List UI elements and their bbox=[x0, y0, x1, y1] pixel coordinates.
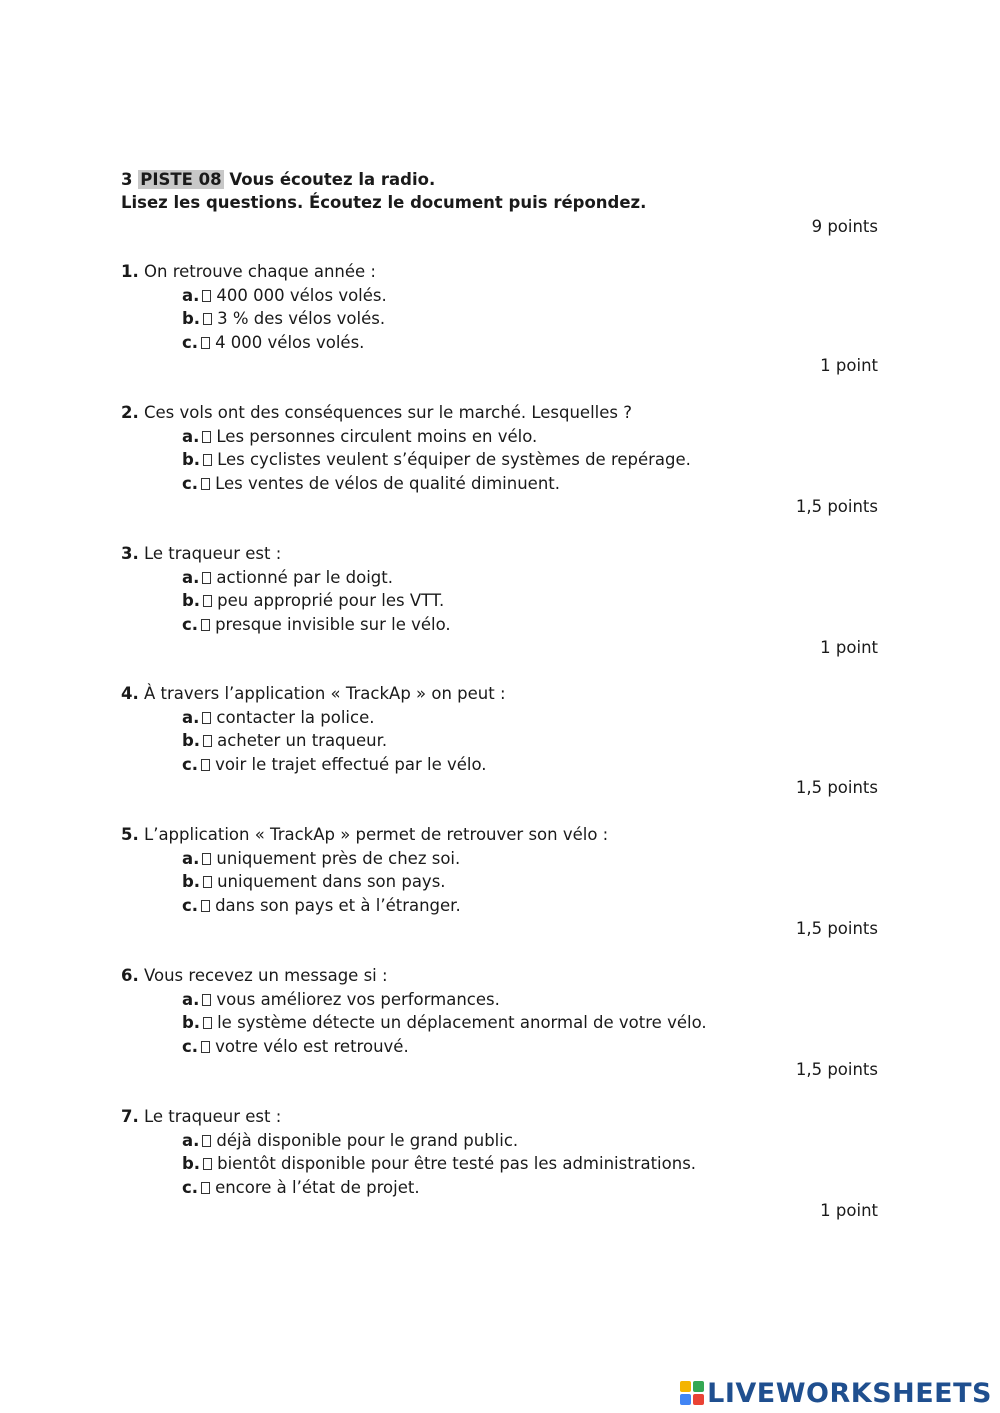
option-c[interactable]: c. dans son pays et à l’étranger. bbox=[182, 895, 461, 915]
option-a[interactable]: a. vous améliorez vos performances. bbox=[182, 989, 500, 1009]
question-stem: Vous recevez un message si : bbox=[144, 966, 388, 985]
checkbox-icon[interactable] bbox=[201, 1041, 210, 1053]
option-b[interactable]: b. peu approprié pour les VTT. bbox=[182, 591, 445, 610]
option-b[interactable]: b. uniquement dans son pays. bbox=[182, 872, 446, 891]
checkbox-icon[interactable] bbox=[201, 478, 210, 490]
option-a[interactable]: a. uniquement près de chez soi. bbox=[182, 848, 461, 868]
checkbox-icon[interactable] bbox=[203, 595, 212, 607]
logo-wordmark: LIVEWORKSHEETS bbox=[707, 1377, 992, 1409]
question-stem: L’application « TrackAp » permet de retrouver son vélo : bbox=[144, 825, 609, 844]
checkbox-icon[interactable] bbox=[203, 1158, 212, 1170]
logo-mark-icon bbox=[680, 1381, 704, 1405]
question-1 bbox=[121, 260, 878, 378]
header-instructions: Lisez les questions. Écoutez le document puis répondez. bbox=[121, 193, 647, 212]
question-7 bbox=[121, 1105, 878, 1223]
checkbox-icon[interactable] bbox=[201, 337, 210, 349]
option-a[interactable]: a. déjà disponible pour le grand public. bbox=[182, 1130, 519, 1150]
question-number: 4. bbox=[121, 684, 139, 703]
question-6 bbox=[121, 964, 878, 1082]
checkbox-icon[interactable] bbox=[203, 1017, 212, 1029]
checkbox-icon[interactable] bbox=[202, 994, 211, 1006]
question-points: 1 point bbox=[820, 356, 878, 375]
question-number: 3. bbox=[121, 544, 139, 563]
option-b[interactable]: b. 3 % des vélos volés. bbox=[182, 309, 386, 328]
checkbox-icon[interactable] bbox=[202, 712, 211, 724]
option-b[interactable]: b. Les cyclistes veulent s’équiper de systèmes de repérage. bbox=[182, 450, 691, 469]
checkbox-icon[interactable] bbox=[203, 313, 212, 325]
question-stem: Le traqueur est : bbox=[144, 544, 282, 563]
option-b[interactable]: b. acheter un traqueur. bbox=[182, 731, 388, 750]
checkbox-icon[interactable] bbox=[202, 290, 211, 302]
question-points: 1,5 points bbox=[795, 1060, 878, 1079]
question-points: 1,5 points bbox=[795, 778, 878, 797]
exercise-number: 3 bbox=[121, 170, 133, 189]
checkbox-icon[interactable] bbox=[201, 619, 210, 631]
question-5 bbox=[121, 823, 878, 941]
checkbox-icon[interactable] bbox=[203, 454, 212, 466]
checkbox-icon[interactable] bbox=[201, 900, 210, 912]
question-points: 1 point bbox=[820, 638, 878, 657]
option-c[interactable]: c. voir le trajet effectué par le vélo. bbox=[182, 754, 487, 774]
liveworksheets-logo bbox=[680, 1376, 992, 1410]
option-a[interactable]: a. actionné par le doigt. bbox=[182, 567, 393, 587]
checkbox-icon[interactable] bbox=[201, 759, 210, 771]
checkbox-icon[interactable] bbox=[202, 572, 211, 584]
option-a[interactable]: a. 400 000 vélos volés. bbox=[182, 285, 387, 305]
question-stem: On retrouve chaque année : bbox=[144, 262, 376, 281]
option-c[interactable]: c. presque invisible sur le vélo. bbox=[182, 614, 451, 634]
checkbox-icon[interactable] bbox=[201, 1182, 210, 1194]
question-number: 7. bbox=[121, 1107, 139, 1126]
question-number: 1. bbox=[121, 262, 139, 281]
total-points: 9 points bbox=[811, 217, 878, 236]
question-3 bbox=[121, 542, 878, 660]
option-b[interactable]: b. bientôt disponible pour être testé pas les administrations. bbox=[182, 1154, 697, 1173]
header-title: Vous écoutez la radio. bbox=[229, 170, 436, 189]
checkbox-icon[interactable] bbox=[203, 735, 212, 747]
question-points: 1,5 points bbox=[795, 497, 878, 516]
checkbox-icon[interactable] bbox=[202, 431, 211, 443]
option-c[interactable]: c. votre vélo est retrouvé. bbox=[182, 1036, 409, 1056]
question-number: 2. bbox=[121, 403, 139, 422]
question-number: 6. bbox=[121, 966, 139, 985]
option-a[interactable]: a. Les personnes circulent moins en vélo. bbox=[182, 426, 538, 446]
exercise-header bbox=[121, 168, 646, 214]
header-line-1 bbox=[121, 168, 646, 191]
question-points: 1 point bbox=[820, 1201, 878, 1220]
track-label: PISTE 08 bbox=[140, 170, 222, 189]
option-c[interactable]: c. encore à l’état de projet. bbox=[182, 1177, 420, 1197]
option-a[interactable]: a. contacter la police. bbox=[182, 707, 375, 727]
question-stem: Le traqueur est : bbox=[144, 1107, 282, 1126]
question-stem: Ces vols ont des conséquences sur le marché. Lesquelles ? bbox=[144, 403, 632, 422]
checkbox-icon[interactable] bbox=[202, 1135, 211, 1147]
question-number: 5. bbox=[121, 825, 139, 844]
question-2 bbox=[121, 401, 878, 519]
option-c[interactable]: c. Les ventes de vélos de qualité diminuent. bbox=[182, 473, 560, 493]
checkbox-icon[interactable] bbox=[202, 853, 211, 865]
checkbox-icon[interactable] bbox=[203, 876, 212, 888]
question-4 bbox=[121, 682, 878, 800]
question-points: 1,5 points bbox=[795, 919, 878, 938]
option-c[interactable]: c. 4 000 vélos volés. bbox=[182, 332, 365, 352]
question-stem: À travers l’application « TrackAp » on peut : bbox=[144, 684, 506, 703]
option-b[interactable]: b. le système détecte un déplacement anormal de votre vélo. bbox=[182, 1013, 707, 1032]
